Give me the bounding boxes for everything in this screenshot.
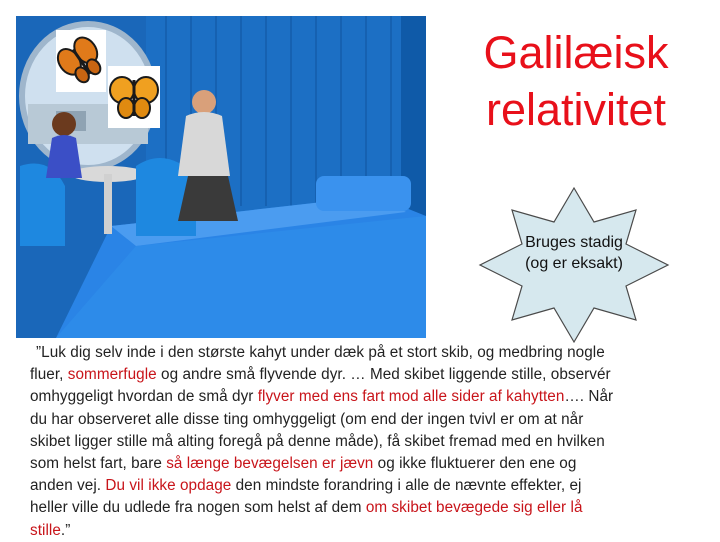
quote-line bbox=[30, 364, 710, 386]
quote-line bbox=[30, 520, 710, 542]
quote-highlight: Du vil ikke opdage bbox=[105, 477, 232, 495]
cabin-illustration bbox=[16, 16, 426, 338]
quote-text: …. Når bbox=[564, 388, 614, 406]
quote-text: og ikke fluktuerer den ene og bbox=[373, 455, 577, 473]
quote-line bbox=[30, 497, 710, 519]
quote-highlight: om skibet bevægede sig eller lå bbox=[365, 499, 583, 517]
quote-text: fluer, bbox=[30, 366, 68, 384]
quote-text: .” bbox=[60, 521, 71, 539]
quote-text: heller ville du udlede fra nogen som helst af dem bbox=[30, 499, 366, 517]
quote-line bbox=[30, 342, 710, 364]
callout-line-1: Bruges stadig bbox=[525, 234, 623, 251]
quote-line bbox=[30, 453, 710, 475]
quote-line bbox=[30, 475, 710, 497]
quote-text: som helst fart, bare bbox=[30, 455, 167, 473]
quote-line bbox=[30, 409, 710, 431]
callout-line-2: (og er eksakt) bbox=[525, 255, 623, 272]
callout-text bbox=[478, 232, 670, 274]
quote-line bbox=[30, 386, 710, 408]
quote-highlight: flyver med ens fart mod alle sider af kahytten bbox=[257, 388, 565, 406]
quote-text: ”Luk dig selv inde i den største kahyt under dæk på et stort skib, og medbring nogle bbox=[36, 344, 605, 361]
galileo-quote bbox=[30, 342, 710, 542]
quote-text: du har observeret alle disse ting omhyggeligt (om end der ingen tvivl er om at når bbox=[30, 410, 584, 428]
quote-highlight: sommerfugle bbox=[67, 366, 157, 384]
quote-text: skibet ligger stille må alting foregå på denne måde), få skibet fremad med en hvilken bbox=[30, 432, 605, 450]
quote-text: den mindste forandring i alle de nævnte effekter, ej bbox=[231, 477, 582, 495]
title-line-2: relativitet bbox=[485, 84, 667, 135]
quote-text: anden vej. bbox=[30, 477, 106, 495]
quote-text: omhyggeligt hvordan de små dyr bbox=[30, 388, 258, 406]
quote-line bbox=[30, 431, 710, 453]
quote-text: og andre små flyvende dyr. … Med skibet liggende stille, observér bbox=[156, 366, 611, 384]
title-line-1: Galilæisk bbox=[483, 27, 669, 78]
quote-highlight: stille bbox=[30, 521, 61, 539]
quote-highlight: så længe bevægelsen er jævn bbox=[166, 455, 374, 473]
slide-title bbox=[438, 24, 714, 138]
cabin-photo bbox=[16, 16, 426, 338]
